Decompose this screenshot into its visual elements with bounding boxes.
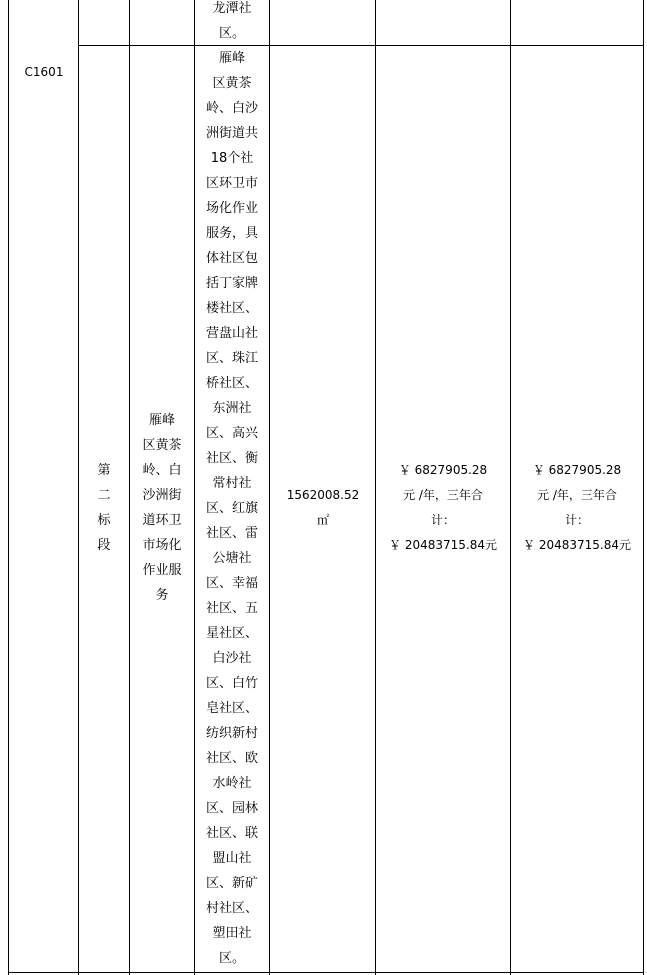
row-divider xyxy=(78,45,644,46)
section-name: 第 二 标 段 xyxy=(97,463,111,553)
column-divider xyxy=(269,0,270,975)
service-description: 雁峰 区黄茶 岭、白沙 洲街道共 18个社 区环卫市 场化作业 服务，具 体社区包 括丁家牌 楼社区、 营盘山社 区、珠江 桥社区、 东洲社 区、高兴 社区、衡 常村社 区、红旗 社区、雷 公塘社 区、幸福 社区、五 星社区、 白沙社 区、白竹 皂社区、 纺织新村 社区、欧 水岭社 区、园林 社区、联 盟山社 区、新矿 村社区、 塑田社 区。 xyxy=(205,51,258,966)
prev-row-description-tail: 龙潭社 区。 xyxy=(212,1,252,41)
column-divider xyxy=(129,0,130,975)
table-border-bottom xyxy=(8,972,644,973)
column-divider xyxy=(194,0,195,975)
item-code: C1601 xyxy=(24,65,64,79)
max-price: ￥ 6827905.28 元 /年，三年合 计： ￥ 20483715.84元 xyxy=(523,463,631,552)
column-divider xyxy=(375,0,376,975)
project-name: 雁峰 区黄茶 岭、白 沙洲街 道环卫 市场化 作业服 务 xyxy=(142,413,182,603)
column-divider xyxy=(510,0,511,975)
table-border-right xyxy=(643,0,644,975)
budget-price: ￥ 6827905.28 元 /年，三年合 计： ￥ 20483715.84元 xyxy=(389,463,497,552)
service-area: 1562008.52 ㎡ xyxy=(286,488,360,527)
table-border-left xyxy=(8,0,9,975)
column-divider xyxy=(78,0,79,975)
